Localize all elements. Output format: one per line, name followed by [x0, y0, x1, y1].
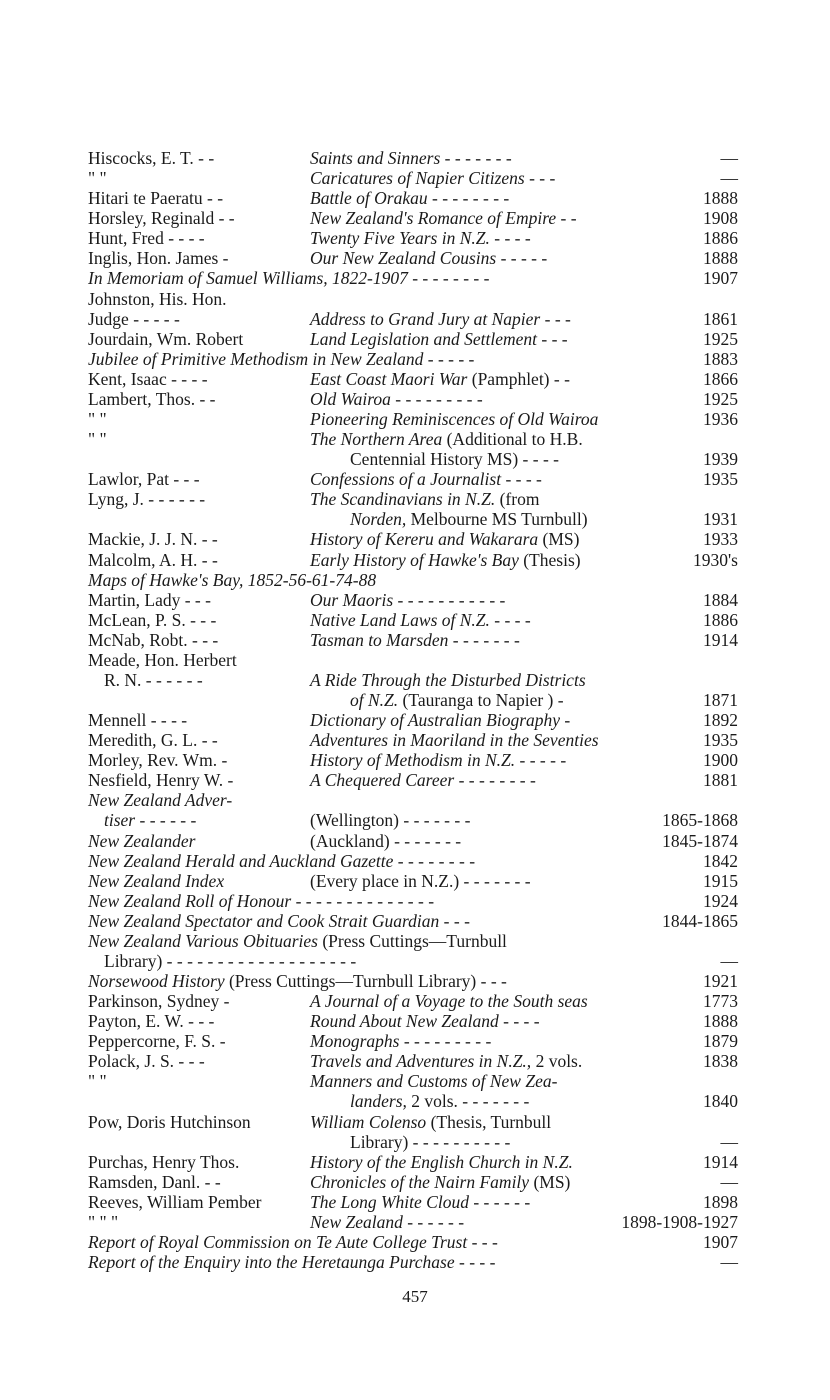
entry-author: Meade, Hon. Herbert: [88, 649, 237, 670]
entry-title-italic: Pioneering Reminiscences of Old Wairoa: [310, 408, 599, 429]
entry-leader: - - - -: [501, 469, 542, 490]
entry-leader: - - -: [537, 328, 568, 349]
entry-note: (Additional to H.B.: [442, 429, 583, 449]
entry-author: Hitari te Paeratu - -: [88, 188, 224, 209]
entry-title-italic: Battle of Orakau: [310, 188, 428, 209]
entry-leader: - - - - - - - - -: [399, 1031, 492, 1052]
entry-title-italic: Old Wairoa: [310, 388, 391, 409]
entry-author: Kent, Isaac - - - -: [88, 368, 208, 389]
entry-author: Horsley, Reginald - -: [88, 208, 235, 229]
entry-title-italic: New Zealand: [310, 1211, 403, 1232]
entry-leader: - - - -: [489, 228, 531, 249]
entry-author: Meredith, G. L. - -: [88, 730, 218, 751]
entry-note: (Press Cuttings—Turnbull: [317, 930, 507, 951]
entry-year: 1840: [703, 1091, 738, 1112]
entry-title-italic: Monographs: [310, 1031, 400, 1052]
entry-author: " ": [88, 408, 107, 429]
entry-title-italic: History of the English Church in N.Z.: [310, 1151, 573, 1172]
entry-year: 1881: [703, 770, 738, 791]
entry-author: Mackie, J. J. N. - -: [88, 529, 218, 550]
entry-author: Reeves, William Pember: [88, 1191, 262, 1212]
entry-leader: - - -: [439, 910, 470, 931]
entry-year: 1892: [703, 710, 738, 730]
entry-author: " ": [88, 1071, 107, 1092]
entry-title-italic: New Zealand Roll of Honour: [88, 890, 292, 911]
entry-title-italic: History of Methodism in N.Z.: [310, 750, 516, 771]
entry-title-italic: Travels and Adventures in N.Z.,: [310, 1051, 532, 1072]
entry-year: 1888: [703, 1011, 738, 1032]
entry-title-italic: A Ride Through the Disturbed Districts: [310, 669, 586, 690]
entry-year: 1844-1865: [662, 910, 738, 931]
entry-year: 1921: [703, 971, 738, 991]
entry-year: 1773: [703, 991, 738, 1012]
entry-title-italic: Manners and Customs of New Zea-: [310, 1071, 558, 1092]
entry-year: 1886: [703, 609, 738, 630]
entry-year: 1935: [703, 469, 738, 490]
entry-leader: - - - - - - - -: [454, 770, 536, 791]
entry-full-title: [88, 1250, 495, 1274]
entry-author: Payton, E. W. - - -: [88, 1011, 215, 1032]
entry-leader: - - - - - - - -: [427, 188, 510, 209]
entry-year: 1845-1874: [662, 830, 738, 851]
entry-author: Nesfield, Henry W. -: [88, 770, 234, 791]
entry-year: 1924: [703, 890, 738, 911]
entry-year: 1908: [703, 208, 738, 229]
entry-note-text: (Wellington) - - - - - - -: [310, 810, 471, 831]
entry-title-italic: Round About New Zealand: [310, 1011, 499, 1032]
entry-title-italic: Norden,: [350, 509, 407, 530]
entry-leader: - - -: [540, 308, 571, 329]
entry-author: Malcolm, A. H. - -: [88, 549, 218, 570]
entry-author: Jourdain, Wm. Robert: [88, 328, 244, 349]
entry-author: Judge - - - - -: [88, 308, 180, 329]
entry-leader: - - - - - - - - - - -: [393, 589, 506, 610]
entry-note: (MS): [529, 1171, 571, 1192]
entry-author: Peppercorne, F. S. -: [88, 1031, 226, 1052]
entry-year: 1861: [703, 308, 738, 329]
entry-year: 1931: [703, 509, 738, 530]
entry-title-italic: Saints and Sinners: [310, 148, 441, 168]
entry-title-italic: New Zealander: [88, 830, 196, 851]
entry-title-italic: Jubilee of Primitive Methodism in New Zealand: [88, 348, 424, 369]
entry-title-italic: New Zealand Various Obituaries: [88, 930, 318, 951]
entry-title-italic: New Zealand Index: [88, 870, 225, 891]
entry-leader: - - - -: [489, 609, 531, 630]
entry-note: (from: [495, 489, 540, 510]
entry-year: 1888: [703, 248, 738, 269]
entry-title-italic: History of Kereru and Wakarara: [310, 529, 539, 550]
entry-year: —: [720, 1252, 738, 1272]
entry-year: 1914: [703, 629, 738, 650]
entry-leader: - - -: [524, 168, 556, 189]
entry-leader: - -: [556, 208, 577, 229]
entry-note-text: (Every place in N.Z.) - - - - - - -: [310, 870, 531, 891]
entry-year: —: [720, 148, 738, 168]
entry-note: (Press Cuttings—Turnbull Library) - - -: [224, 971, 507, 991]
entry-note: (Thesis, Turnbull: [426, 1111, 552, 1132]
entry-title-italic: New Zealand Adver-: [88, 790, 233, 811]
entry-author: Martin, Lady - - -: [88, 589, 211, 610]
entry-title-italic: Caricatures of Napier Citizens: [310, 168, 525, 189]
entry-title-italic: Report of the Enquiry into the Heretaunga Purchase: [88, 1252, 455, 1272]
entry-title-italic: Early History of Hawke's Bay: [310, 549, 519, 570]
entry-note: (Tauranga to Napier ) -: [398, 690, 564, 710]
entry-year: 1915: [703, 870, 738, 891]
entry-year: 1936: [703, 408, 738, 429]
entry-note: (MS): [538, 529, 580, 550]
entry-year: —: [720, 950, 738, 971]
entry-title-italic: William Colenso: [310, 1111, 427, 1132]
entry-title-italic: Dictionary of Australian Biography: [310, 710, 561, 730]
entry-year: —: [720, 1131, 738, 1152]
entry-title-italic: Native Land Laws of N.Z.: [310, 609, 490, 630]
entry-author: Morley, Rev. Wm. -: [88, 750, 228, 771]
entry-leader: - - - - - - - - - - - - - -: [291, 890, 435, 911]
entry-title-italic: landers,: [350, 1091, 407, 1112]
entry-year: 1871: [703, 690, 738, 710]
entry-author: " ": [88, 168, 107, 189]
entry-leader: - - - - - - - -: [393, 850, 476, 871]
entry-author: Pow, Doris Hutchinson: [88, 1111, 251, 1132]
entry-year: 1898-1908-1927: [621, 1211, 738, 1232]
entry-title-italic: Norsewood History: [88, 971, 225, 991]
entry-note: 2 vols. - - - - - - -: [406, 1091, 530, 1112]
entry-title-italic: The Scandinavians in N.Z.: [310, 489, 496, 510]
entry-title-italic: of N.Z.: [350, 690, 399, 710]
entry-leader: - - -: [467, 1231, 498, 1252]
entry-year: 1838: [703, 1051, 738, 1072]
entry-leader: - - - - - - -: [440, 148, 512, 168]
entry-year: 1886: [703, 228, 738, 249]
entry-year: 1842: [703, 850, 738, 871]
entry-title-italic: Our New Zealand Cousins: [310, 248, 497, 269]
entry-leader: - - - - - -: [402, 1211, 465, 1232]
entry-year: 1866: [703, 368, 738, 389]
entry-author: Hiscocks, E. T. - -: [88, 148, 215, 168]
entry-leader: - - - - -: [496, 248, 548, 269]
entry-year: 1935: [703, 730, 738, 751]
entry-author: Purchas, Henry Thos.: [88, 1151, 240, 1172]
entry-year: 1914: [703, 1151, 738, 1172]
entry-leader: - - - - - - - -: [407, 268, 490, 289]
entry-year: 1930's: [693, 549, 738, 570]
entry-leader: - - - - -: [423, 348, 475, 369]
entry-title-italic: Report of Royal Commission on Te Aute College Trust: [88, 1231, 468, 1252]
entry-author-continued: Library) - - - - - - - - - - - - - - - - - - -: [104, 950, 357, 971]
entry-author: Lawlor, Pat - - -: [88, 469, 200, 490]
entry-title-italic: The Long White Cloud: [310, 1191, 469, 1212]
entry-leader: -: [560, 710, 571, 730]
entry-year: 1939: [703, 449, 738, 470]
entry-year: 1907: [703, 268, 738, 289]
entry-title-continued: Centennial History MS) - - - -: [350, 449, 559, 470]
entry-year: —: [720, 168, 738, 189]
entry-author: McNab, Robt. - - -: [88, 629, 219, 650]
entry-year: 1933: [703, 529, 738, 550]
entry-leader: - - - - - - - - -: [390, 388, 483, 409]
entry-author: Inglis, Hon. James -: [88, 248, 229, 269]
page-number: 457: [402, 1287, 428, 1306]
entry-title-italic: A Chequered Career: [310, 770, 455, 791]
entry-leader: - - - - -: [515, 750, 567, 771]
entry-title-italic: Our Maoris: [310, 589, 394, 610]
entry-author-continued: R. N. - - - - - -: [104, 669, 203, 690]
entry-title-italic: Chronicles of the Nairn Family: [310, 1171, 530, 1192]
entry-note: 2 vols.: [531, 1051, 583, 1072]
entry-title-italic: In Memoriam of Samuel Williams, 1822-1907: [88, 268, 408, 289]
entry-year: 1883: [703, 348, 738, 369]
entry-title-italic: Confessions of a Journalist: [310, 469, 502, 490]
entry-year: 1879: [703, 1031, 738, 1052]
entry-year: 1907: [703, 1231, 738, 1252]
entry-title-italic: Adventures in Maoriland in the Seventies: [310, 730, 599, 751]
entry-title-italic: tiser: [104, 810, 136, 831]
entry-title-italic: Address to Grand Jury at Napier: [310, 308, 541, 329]
entry-title-italic: The Northern Area: [310, 429, 443, 449]
entry-author: Lyng, J. - - - - - -: [88, 489, 206, 510]
entry-author: Mennell - - - -: [88, 710, 188, 730]
entry-author: Parkinson, Sydney -: [88, 991, 230, 1012]
entry-title-italic: East Coast Maori War: [310, 368, 468, 389]
entry-title-italic: A Journal of a Voyage to the South seas: [310, 991, 588, 1012]
entry-leader: - - - - - - -: [448, 629, 520, 650]
entry-note: (Pamphlet) - -: [467, 368, 570, 389]
entry-leader: - - - - - -: [468, 1191, 531, 1212]
entry-title-italic: New Zealand Spectator and Cook Strait Guardian: [88, 910, 440, 931]
entry-author: Lambert, Thos. - -: [88, 388, 216, 409]
entry-note: (Thesis): [518, 549, 581, 570]
entry-year: —: [720, 1171, 738, 1192]
entry-title-italic: New Zealand Herald and Auckland Gazette: [88, 850, 394, 871]
entry-author: " ": [88, 429, 107, 449]
entry-note: Melbourne MS Turnbull): [406, 509, 588, 530]
entry-title-italic: Land Legislation and Settlement: [310, 328, 538, 349]
entry-author: Polack, J. S. - - -: [88, 1051, 205, 1072]
entry-author: Johnston, His. Hon.: [88, 288, 227, 309]
entry-year: 1925: [703, 388, 738, 409]
entry-title-italic: Twenty Five Years in N.Z.: [310, 228, 490, 249]
entry-leader: - - - -: [498, 1011, 540, 1032]
entry-year: 1925: [703, 328, 738, 349]
entry-year: 1888: [703, 188, 738, 209]
entry-year: 1865-1868: [662, 810, 738, 831]
entry-author: Ramsden, Danl. - -: [88, 1171, 221, 1192]
entry-leader: - - - - - -: [135, 810, 197, 831]
entry-year: 1898: [703, 1191, 738, 1212]
entry-year: 1884: [703, 589, 738, 610]
entry-author: McLean, P. S. - - -: [88, 609, 217, 630]
entry-author: " " ": [88, 1211, 119, 1232]
entry-author: Hunt, Fred - - - -: [88, 228, 205, 249]
bibliography-entry: [88, 1250, 738, 1274]
entry-note-text: (Auckland) - - - - - - -: [310, 830, 462, 851]
entry-year: 1900: [703, 750, 738, 771]
entry-leader: - - - -: [454, 1252, 496, 1272]
entry-title-italic: New Zealand's Romance of Empire: [310, 208, 557, 229]
entry-title-italic: Tasman to Marsden: [310, 629, 449, 650]
entry-title-continued: Library) - - - - - - - - - -: [350, 1131, 511, 1152]
entry-title-italic: Maps of Hawke's Bay, 1852-56-61-74-88: [88, 569, 377, 590]
